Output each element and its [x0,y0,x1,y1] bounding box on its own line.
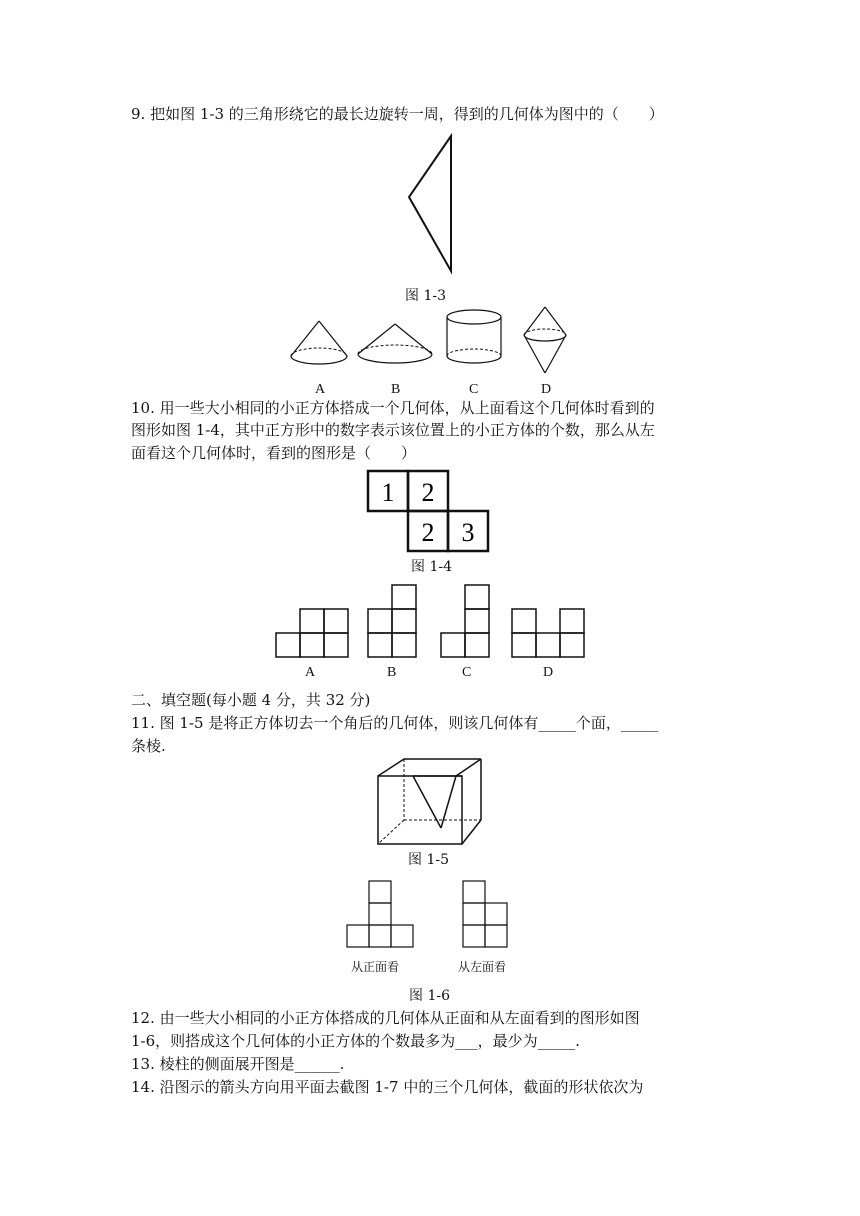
figure-1-3-caption: 图 1-3 [405,288,446,304]
figure-1-6-left-view [462,880,512,950]
question-12-line-2: 1-6，则搭成这个几何体的小正方体的个数最多为___，最少为_____. [131,1032,580,1050]
grid-number-2: 2 [421,478,435,507]
question-9-text: 9. 把如图 1-3 的三角形绕它的最长边旋转一周，得到的几何体为图中的（ ） [131,105,664,123]
question-11-line-1: 11. 图 1-5 是将正方体切去一个角后的几何体，则该几何体有_____个面，_____ [131,714,659,732]
grid-number-1: 1 [381,478,395,507]
option-a-cone-icon [285,318,355,370]
grid-number-4: 3 [461,518,475,547]
q10-option-d-label: D [543,665,554,680]
figure-1-6-front-label: 从正面看 [351,960,400,974]
q10-option-c-label: C [462,665,472,680]
question-10-line-1: 10. 用一些大小相同的小正方体搭成一个几何体，从上面看这个几何体时看到的 [131,399,655,417]
section-2-heading: 二、填空题(每小题 4 分，共 32 分) [131,691,371,709]
grid-number-3: 2 [421,518,435,547]
option-c-cylinder-icon [444,308,506,370]
q9-option-b-label: B [391,382,401,397]
question-11-line-2: 条棱. [131,737,166,755]
question-10-line-3: 面看这个几何体时，看到的图形是（ ） [131,444,417,462]
q9-option-a-label: A [315,382,326,397]
figure-1-5-caption: 图 1-5 [408,852,449,868]
figure-1-6-caption: 图 1-6 [409,988,450,1004]
q9-option-c-label: C [469,382,479,397]
question-10-line-2: 图形如图 1-4，其中正方形中的数字表示该位置上的小正方体的个数，那么从左 [131,421,655,439]
figure-1-4-caption: 图 1-4 [411,559,452,575]
q10-option-c-view [440,584,492,660]
question-13-text: 13. 棱柱的侧面展开图是______. [131,1055,345,1073]
figure-1-6-left-label: 从左面看 [458,960,507,974]
figure-1-5-cut-cube [375,756,485,848]
q10-option-b-view [367,584,419,660]
figure-1-3-triangle [400,130,460,275]
q10-option-a-view [275,608,351,660]
question-14-text: 14. 沿图示的箭头方向用平面去截图 1-7 中的三个几何体，截面的形状依次为 [131,1078,644,1096]
q10-option-a-label: A [305,665,316,680]
figure-1-4-top-view-grid [367,470,493,554]
option-b-flat-cone-icon [355,320,437,370]
q10-option-d-view [511,608,587,660]
q10-option-b-label: B [387,665,397,680]
figure-1-6-front-view [346,880,416,950]
question-12-line-1: 12. 由一些大小相同的小正方体搭成的几何体从正面和从左面看到的图形如图 [131,1009,640,1027]
option-d-double-cone-icon [521,305,569,377]
q9-option-d-label: D [541,382,552,397]
